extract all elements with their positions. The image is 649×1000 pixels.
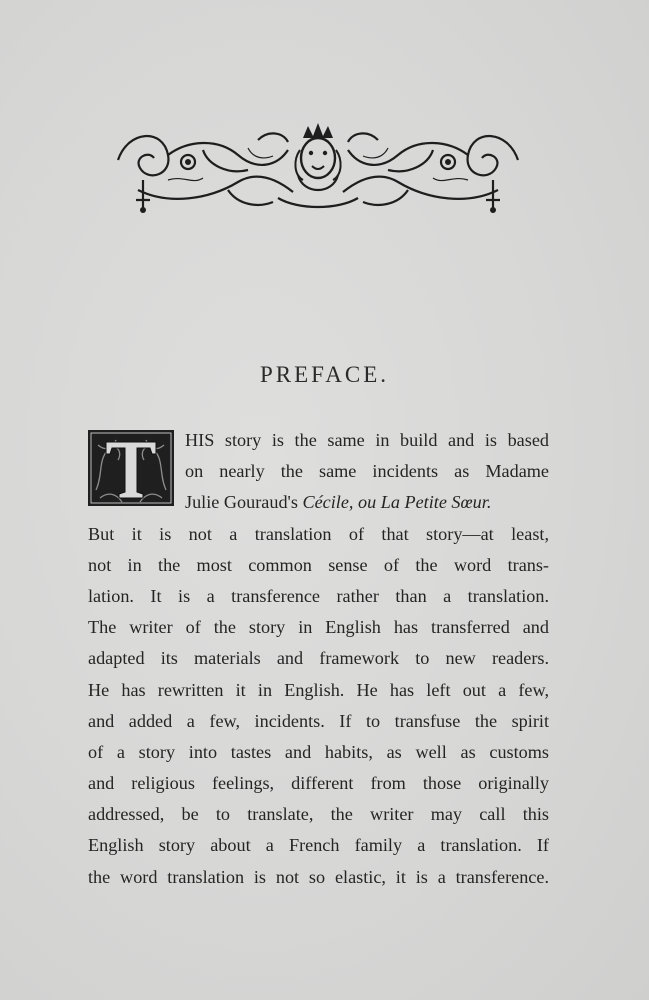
text-line: and added a few, incidents. If to transfuse the spirit (88, 710, 549, 731)
text-line: The writer of the story in English has transferred and (88, 617, 549, 638)
text-line-with-title (185, 487, 549, 518)
text-line: on nearly the same incidents as Madame (185, 461, 549, 482)
text-line: English story about a French family a translation. If (88, 835, 549, 856)
ornamental-headpiece (108, 120, 528, 215)
text-line: and religious feelings, different from those originally (88, 773, 549, 794)
text-line: HIS story is the same in build and is based (185, 430, 549, 450)
book-title: Cécile, ou La Petite Sœur. (302, 492, 492, 513)
page-title: PREFACE. (259, 362, 390, 387)
text-line: addressed, be to translate, the writer may call this (88, 804, 549, 825)
text-line: He has rewritten it in English. He has left out a few, (88, 679, 549, 700)
text-line: Julie Gouraud's (185, 492, 298, 513)
text-line: But it is not a translation of that story—at least, (88, 523, 549, 544)
text-line: not in the most common sense of the word trans- (88, 554, 549, 575)
text-line: lation. It is a transference rather than a translation. (88, 585, 549, 606)
text-line: adapted its materials and framework to new readers. (88, 648, 549, 669)
preface-body (88, 425, 549, 893)
text-line: the word translation is not so elastic, it is a transference. (88, 866, 549, 887)
text-line: of a story into tastes and habits, as well as customs (88, 741, 549, 762)
